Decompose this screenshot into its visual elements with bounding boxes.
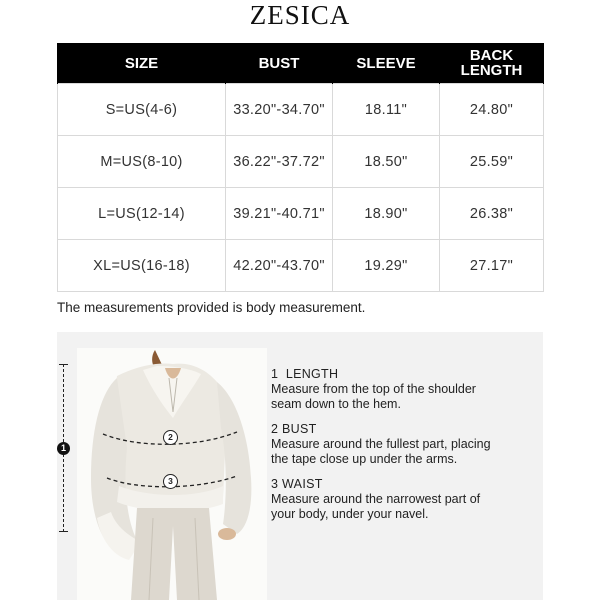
waist-text-line-2: your body, under your navel. [271,507,429,521]
cell-sleeve: 18.50" [333,136,440,188]
bust-number: 2 [271,422,279,436]
measurement-guide-panel [57,332,543,600]
cell-sleeve: 18.90" [333,188,440,240]
waist-marker-badge: 3 [163,474,178,489]
length-marker-badge: 1 [57,442,70,455]
bust-marker-badge: 2 [163,430,178,445]
cell-sleeve: 19.29" [333,240,440,292]
table-row [58,240,544,292]
cell-size: XL=US(16-18) [58,240,226,292]
cell-size: L=US(12-14) [58,188,226,240]
table-row [58,136,544,188]
table-header-row [58,43,544,84]
header-sleeve: SLEEVE [333,43,440,84]
length-number: 1 [271,367,279,381]
waist-text-line-1: Measure around the narrowest part of [271,492,481,506]
bust-heading [271,422,531,437]
length-instructions [271,367,531,412]
length-text-line-1: Measure from the top of the shoulder [271,382,476,396]
cell-back-length: 25.59" [440,136,544,188]
cell-sleeve: 18.11" [333,84,440,136]
cell-back-length: 26.38" [440,188,544,240]
cell-back-length: 27.17" [440,240,544,292]
header-size: SIZE [58,43,226,84]
waist-title: WAIST [282,477,323,491]
cell-size: M=US(8-10) [58,136,226,188]
cell-bust: 39.21"-40.71" [226,188,333,240]
length-bottom-cap [59,531,68,532]
length-title: LENGTH [285,367,339,381]
model-photo [77,348,267,600]
waist-heading [271,477,531,492]
length-top-cap [59,364,68,365]
length-text-line-2: seam down to the hem. [271,397,401,411]
table-row [58,188,544,240]
bust-text-line-2: the tape close up under the arms. [271,452,458,466]
cell-bust: 33.20"-34.70" [226,84,333,136]
waist-instructions [271,477,531,522]
waist-number: 3 [271,477,279,491]
cell-back-length: 24.80" [440,84,544,136]
bust-title: BUST [282,422,317,436]
bust-text-line-1: Measure around the fullest part, placing [271,437,491,451]
size-chart-table [57,43,544,292]
cell-bust: 36.22"-37.72" [226,136,333,188]
measurement-note: The measurements provided is body measurement. [57,300,366,315]
header-back-length: BACK LENGTH [440,43,544,84]
bust-instructions [271,422,531,467]
length-heading [271,367,531,382]
cell-size: S=US(4-6) [58,84,226,136]
table-row [58,84,544,136]
brand-logo: ZESICA [249,0,351,30]
cell-bust: 42.20"-43.70" [226,240,333,292]
header-bust: BUST [226,43,333,84]
